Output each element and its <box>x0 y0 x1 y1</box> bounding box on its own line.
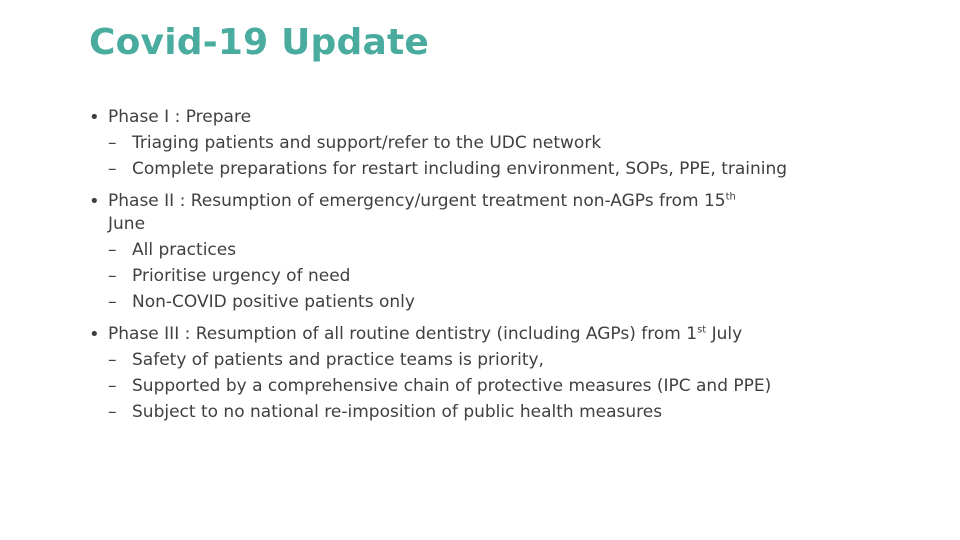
dash-icon: – <box>108 133 117 153</box>
list-item <box>89 349 809 372</box>
phase-heading-superscript: th <box>725 191 736 203</box>
list-item <box>89 401 809 424</box>
bullet-icon: • <box>89 324 100 345</box>
dash-icon: – <box>108 292 117 312</box>
list-item-text: Triaging patients and support/refer to the UDC network <box>132 133 602 153</box>
phase-subitems <box>89 349 809 424</box>
phase-heading-text: Phase I : Prepare <box>108 107 252 127</box>
list-item-text: All practices <box>132 240 237 260</box>
phase-heading <box>108 190 809 236</box>
phase-heading-suffix: June <box>108 214 146 234</box>
list-item <box>89 132 809 155</box>
phase-heading <box>108 323 809 346</box>
list-item-text: Non-COVID positive patients only <box>132 292 415 312</box>
phase-2 <box>89 190 809 314</box>
list-item-text: Supported by a comprehensive chain of protective measures (IPC and PPE) <box>132 376 772 396</box>
phase-heading <box>108 106 809 129</box>
dash-icon: – <box>108 159 117 179</box>
phase-subitems <box>89 132 809 181</box>
list-item-text: Prioritise urgency of need <box>132 266 351 286</box>
bullet-icon: • <box>89 191 100 212</box>
list-item <box>89 375 809 398</box>
phase-heading-superscript: st <box>697 324 707 336</box>
list-item-text: Complete preparations for restart including environment, SOPs, PPE, training <box>132 159 788 179</box>
dash-icon: – <box>108 266 117 286</box>
phase-heading-text: Phase II : Resumption of emergency/urgent treatment non-AGPs from 15 <box>108 191 726 211</box>
phase-heading-suffix: July <box>706 324 743 344</box>
list-item <box>89 158 809 181</box>
bullet-icon: • <box>89 107 100 128</box>
list-item-text: Safety of patients and practice teams is priority, <box>132 350 544 370</box>
list-item <box>89 291 809 314</box>
list-item-text: Subject to no national re-imposition of public health measures <box>132 402 663 422</box>
phase-3 <box>89 323 809 424</box>
list-item <box>89 265 809 288</box>
dash-icon: – <box>108 402 117 422</box>
phase-heading-text: Phase III : Resumption of all routine dentistry (including AGPs) from 1 <box>108 324 698 344</box>
phase-1 <box>89 106 809 181</box>
dash-icon: – <box>108 376 117 396</box>
phase-subitems <box>89 239 809 314</box>
list-item <box>89 239 809 262</box>
slide-title: Covid-19 Update <box>89 22 429 63</box>
slide-content <box>89 106 809 433</box>
dash-icon: – <box>108 350 117 370</box>
dash-icon: – <box>108 240 117 260</box>
